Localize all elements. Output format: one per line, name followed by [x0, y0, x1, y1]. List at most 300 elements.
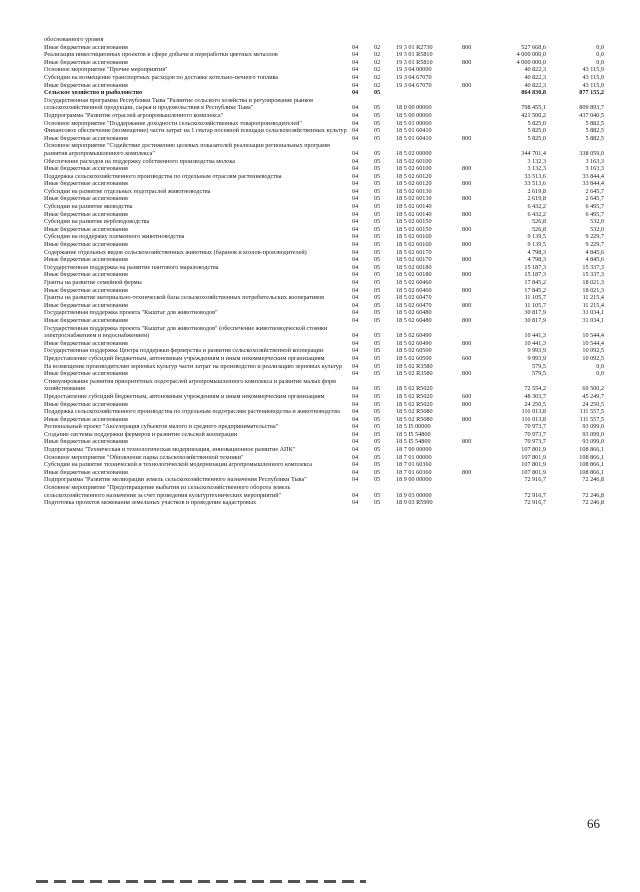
row-section: 04: [352, 81, 359, 89]
row-subsection: 05: [374, 446, 381, 454]
row-expense-type: [462, 325, 488, 340]
row-subsection: 05: [374, 104, 381, 112]
row-amount-year2: 2 645,7: [585, 187, 604, 195]
row-amount-year2: 6 495,7: [585, 203, 604, 211]
row-expense-type: 800: [462, 256, 472, 264]
row-amount-year1: 72 554,2: [524, 385, 546, 393]
row-amount-year2: 11 215,4: [582, 294, 604, 302]
row-amount-year1: 116 013,8: [521, 415, 546, 423]
row-amount-year1: 5 825,0: [527, 127, 546, 135]
row-amount-year2: 0,0: [596, 43, 604, 51]
row-name: Иные бюджетные ассигнования: [44, 58, 128, 66]
row-expense-type: 800: [462, 134, 472, 142]
row-section: 04: [352, 400, 359, 408]
row-amount-year2: 10 544,4: [582, 339, 604, 347]
row-name: Региональный проект "Акселерация субъектов малого и среднего предпринимательства": [44, 423, 279, 431]
table-row: [44, 180, 604, 188]
row-amount-year1: 70 973,7: [524, 430, 546, 438]
row-name: Государственная поддержка на развитие пантового мараловодства: [44, 263, 219, 271]
row-target-article: 18 5 00 00000: [396, 111, 432, 119]
row-section: 04: [352, 248, 359, 256]
row-target-article: 19 3 01 R5810: [396, 51, 433, 59]
row-expense-type: [462, 74, 488, 82]
row-amount-year1: 72 916,7: [524, 476, 546, 484]
row-amount-year2: 33 844,4: [582, 180, 604, 188]
row-section: 04: [352, 225, 359, 233]
row-amount-year1: 3 132,3: [527, 157, 546, 165]
row-amount-year2: 69 500,2: [582, 385, 604, 393]
row-name: Иные бюджетные ассигнования: [44, 400, 128, 408]
row-expense-type: [462, 158, 488, 166]
row-target-article: 18 5 02 60490: [396, 332, 432, 340]
row-target-article: 18 5 02 60160: [396, 241, 432, 249]
table-row: [44, 271, 604, 279]
table-row: [44, 142, 604, 157]
table-row: [44, 173, 604, 181]
row-amount-year2: 0,0: [596, 362, 604, 370]
row-subsection: 05: [374, 172, 381, 180]
row-target-article: 18 5 02 R5080: [396, 415, 433, 423]
row-subsection: 05: [374, 187, 381, 195]
row-target-article: 18 7 01 60360: [396, 468, 432, 476]
row-expense-type: [462, 203, 488, 211]
table-row: [44, 188, 604, 196]
row-target-article: 18 5 02 00000: [396, 149, 432, 157]
row-expense-type: 800: [462, 301, 472, 309]
row-expense-type: 800: [462, 165, 472, 173]
table-row: [44, 158, 604, 166]
row-section: 04: [352, 286, 359, 294]
row-section: 04: [352, 104, 359, 112]
row-expense-type: 800: [462, 370, 472, 378]
row-amount-year1: 3 132,3: [527, 165, 546, 173]
row-amount-year1: 9 993,9: [527, 347, 546, 355]
row-amount-year2: 18 021,3: [582, 286, 604, 294]
row-name: Содержание отдельных видов сельскохозяйственных животных (баранов и козлов-производителей): [44, 248, 307, 256]
row-name: Иные бюджетные ассигнования: [44, 438, 128, 446]
row-amount-year1: 526,8: [532, 218, 546, 226]
row-target-article: 18 5 I5 54800: [396, 430, 431, 438]
row-name: Сельское хозяйство и рыболовство: [44, 89, 143, 97]
row-section: 04: [352, 263, 359, 271]
row-subsection: 05: [374, 430, 381, 438]
row-target-article: 18 5 02 60490: [396, 339, 432, 347]
row-expense-type: [462, 188, 488, 196]
row-amount-year2: 72 246,8: [582, 499, 604, 507]
row-expense-type: [462, 454, 488, 462]
table-row: [44, 340, 604, 348]
table-row: [44, 127, 604, 135]
row-expense-type: [462, 461, 488, 469]
table-row: [44, 97, 604, 112]
row-subsection: 05: [374, 339, 381, 347]
row-target-article: 18 5 02 60460: [396, 279, 432, 286]
table-row: [44, 44, 604, 52]
row-section: 04: [352, 241, 359, 249]
row-name: Иные бюджетные ассигнования: [44, 43, 128, 51]
row-target-article: 18 7 01 60360: [396, 461, 432, 469]
row-target-article: 19 3 04 67070: [396, 81, 432, 89]
row-subsection: 05: [374, 354, 381, 362]
table-row: [44, 66, 604, 74]
row-section: 04: [352, 499, 359, 507]
row-name: Иные бюджетные ассигнования: [44, 339, 128, 347]
table-row: [44, 112, 604, 120]
row-subsection: 05: [374, 195, 381, 203]
row-name: Реализация инвестиционных проектов в сфере добычи и переработки цветных металлов: [44, 51, 278, 59]
row-expense-type: [462, 499, 488, 507]
table-row: [44, 401, 604, 409]
table-row: [44, 393, 604, 401]
table-row: [44, 309, 604, 317]
row-section: 04: [352, 309, 359, 317]
row-section: 04: [352, 408, 359, 416]
row-name: Основное мероприятие "Обновление парка сельскохозяйственной техники": [44, 453, 244, 461]
row-target-article: 18 5 02 60470: [396, 294, 432, 302]
row-subsection: 05: [374, 263, 381, 271]
row-amount-year2: 93 099,0: [582, 430, 604, 438]
row-section: 04: [352, 476, 359, 484]
row-target-article: 18 5 02 60160: [396, 233, 432, 241]
row-expense-type: 800: [462, 225, 472, 233]
row-section: 04: [352, 430, 359, 438]
row-amount-year1: 72 916,7: [524, 499, 546, 507]
row-amount-year1: 30 817,9: [524, 309, 546, 317]
table-row: [44, 74, 604, 82]
table-row: [44, 82, 604, 90]
table-row: [44, 363, 604, 371]
row-amount-year2: 108 866,1: [579, 446, 604, 454]
row-amount-year1: 40 822,3: [524, 81, 546, 89]
row-subsection: 05: [374, 89, 381, 97]
row-subsection: 05: [374, 203, 381, 211]
row-target-article: 18 5 02 60120: [396, 180, 432, 188]
row-expense-type: [462, 51, 488, 59]
row-expense-type: [462, 363, 488, 371]
row-name: обоснованного уровня: [44, 36, 104, 43]
row-target-article: 19 3 04 67070: [396, 73, 432, 81]
row-subsection: 05: [374, 134, 381, 142]
table-row: [44, 484, 604, 499]
row-section: 04: [352, 354, 359, 362]
row-name: Основное мероприятие "Содействие достижению целевых показателей реализации региональных программ развития агропромышленного комплекса": [44, 142, 330, 157]
row-section: 04: [352, 172, 359, 180]
row-subsection: 02: [374, 51, 381, 59]
row-subsection: 05: [374, 279, 381, 286]
table-row: [44, 431, 604, 439]
row-expense-type: 800: [462, 43, 472, 51]
table-row: [44, 279, 604, 287]
row-section: 04: [352, 294, 359, 302]
row-target-article: 18 5 02 R5080: [396, 408, 433, 416]
row-target-article: [396, 89, 462, 97]
row-amount-year1: 33 513,6: [524, 180, 546, 188]
row-target-article: 18 5 02 60140: [396, 203, 432, 211]
row-expense-type: 600: [462, 354, 472, 362]
row-expense-type: [462, 264, 488, 272]
row-expense-type: [462, 218, 488, 226]
row-expense-type: 800: [462, 180, 472, 188]
scan-edge-dashes: [36, 880, 366, 883]
row-section: [352, 36, 374, 44]
row-expense-type: [462, 142, 488, 157]
row-target-article: 18 5 02 60460: [396, 286, 432, 294]
table-row: [44, 294, 604, 302]
row-subsection: 05: [374, 491, 381, 499]
row-name: Обеспечение расходов на поддержку собственного производства молока: [44, 157, 236, 165]
row-target-article: [396, 36, 462, 44]
table-row: [44, 211, 604, 219]
table-row: [44, 218, 604, 226]
row-expense-type: [462, 347, 488, 355]
row-subsection: 05: [374, 210, 381, 218]
row-amount-year1: 4 798,3: [527, 248, 546, 256]
row-target-article: 18 7 01 00000: [396, 453, 432, 461]
row-amount-year2: 532,0: [590, 218, 604, 226]
row-amount-year1: 107 801,9: [521, 446, 546, 454]
row-amount-year1: 72 916,7: [524, 491, 546, 499]
table-row: [44, 317, 604, 325]
row-name: Иные бюджетные ассигнования: [44, 468, 128, 476]
row-amount-year2: 72 246,8: [582, 476, 604, 484]
row-amount-year1: 15 187,3: [524, 263, 546, 271]
row-amount-year1: 4 798,3: [527, 256, 546, 264]
row-section: 04: [352, 301, 359, 309]
row-section: 04: [352, 453, 359, 461]
row-name: Подпрограмма "Техническая и технологическая модернизация, инновационное развитие АПК": [44, 446, 296, 454]
row-section: 04: [352, 180, 359, 188]
row-target-article: 18 5 01 60410: [396, 127, 432, 135]
row-name: Иные бюджетные ассигнования: [44, 286, 128, 294]
row-amount-year2: 5 882,5: [585, 119, 604, 127]
row-amount-year2: 3 163,3: [585, 165, 604, 173]
row-amount-year1: 344 701,4: [521, 149, 546, 157]
row-amount-year2: 43 115,9: [582, 81, 604, 89]
row-expense-type: [462, 408, 488, 416]
row-target-article: 18 5 02 60180: [396, 271, 432, 279]
row-name: Субсидии на развитие отдельных подотраслей животноводства: [44, 187, 211, 195]
row-target-article: 18 5 02 60100: [396, 157, 432, 165]
table-row: [44, 36, 604, 44]
row-amount-year1: 33 513,6: [524, 172, 546, 180]
row-amount-year1: 116 013,8: [521, 408, 546, 416]
row-expense-type: [462, 127, 488, 135]
row-target-article: 18 5 02 60500: [396, 347, 432, 355]
row-amount-year1: [488, 36, 546, 44]
row-expense-type: [462, 249, 488, 257]
row-section: 04: [352, 316, 359, 324]
row-name: Подпрограмма "Развитие мелиорации земель сельскохозяйственного назначения Республики Тыва": [44, 476, 307, 484]
row-section: 04: [352, 415, 359, 423]
row-subsection: 05: [374, 180, 381, 188]
row-name: Основное мероприятие "Прочие мероприятия": [44, 66, 168, 74]
row-expense-type: [462, 476, 488, 484]
row-target-article: 18 5 01 60410: [396, 134, 432, 142]
table-row: [44, 203, 604, 211]
table-row: [44, 423, 604, 431]
row-subsection: 05: [374, 149, 381, 157]
row-name: Иные бюджетные ассигнования: [44, 210, 128, 218]
row-amount-year2: 111 557,5: [579, 408, 604, 416]
row-amount-year2: 3 163,3: [585, 157, 604, 165]
row-name: Государственная поддержка Центра поддержки фермерства и развития сельскохозяйственной кооперации: [44, 347, 324, 355]
row-target-article: 18 5 02 60100: [396, 165, 432, 173]
row-expense-type: [462, 484, 488, 499]
row-amount-year2: 877 155,2: [579, 89, 604, 97]
row-subsection: 05: [374, 294, 381, 302]
row-amount-year2: 43 115,9: [582, 73, 604, 81]
row-target-article: 18 5 02 60500: [396, 354, 432, 362]
row-amount-year2: 15 337,3: [582, 271, 604, 279]
row-section: 04: [352, 370, 359, 378]
row-amount-year2: 111 557,5: [579, 415, 604, 423]
row-amount-year1: 107 801,9: [521, 461, 546, 469]
row-section: 04: [352, 446, 359, 454]
row-amount-year1: 2 619,8: [527, 195, 546, 203]
row-section: 04: [352, 134, 359, 142]
row-amount-year2: 0,0: [596, 51, 604, 59]
row-section: 04: [352, 89, 359, 97]
row-section: 04: [352, 256, 359, 264]
row-name: Субсидии на развитие технической и технологической модернизации агропромышленного комплекса: [44, 461, 313, 469]
row-name: Поддержка сельскохозяйственного производства по отдельным отраслям растениеводства: [44, 172, 282, 180]
row-subsection: 05: [374, 438, 381, 446]
row-section: 04: [352, 347, 359, 355]
row-expense-type: [462, 97, 488, 112]
row-subsection: 05: [374, 453, 381, 461]
row-subsection: 05: [374, 248, 381, 256]
row-name: Иные бюджетные ассигнования: [44, 316, 128, 324]
row-amount-year2: 93 099,0: [582, 423, 604, 431]
row-subsection: 05: [374, 362, 381, 370]
row-expense-type: [462, 431, 488, 439]
row-name: Финансовое обеспечение (возмещение) части затрат на 1 гектар посевной площади сельскохозяйственных культур: [44, 127, 347, 135]
row-section: 04: [352, 279, 359, 286]
row-target-article: 18 5 I5 00000: [396, 423, 431, 431]
table-row: [44, 256, 604, 264]
row-subsection: 05: [374, 271, 381, 279]
budget-table: [44, 36, 604, 507]
row-amount-year2: 108 866,1: [579, 468, 604, 476]
row-amount-year2: 108 866,1: [579, 453, 604, 461]
table-row: [44, 89, 604, 97]
row-subsection: 05: [374, 468, 381, 476]
row-subsection: 05: [374, 301, 381, 309]
row-section: 04: [352, 66, 359, 74]
row-target-article: 18 5 02 60120: [396, 172, 432, 180]
row-amount-year1: 40 822,3: [524, 66, 546, 74]
table-row: [44, 51, 604, 59]
row-section: 04: [352, 438, 359, 446]
row-name: Предоставление субсидий бюджетным, автономным учреждениям и иным некоммерческим организациям: [44, 354, 325, 362]
row-amount-year2: 437 040,5: [579, 111, 604, 119]
row-amount-year2: 2 645,7: [585, 195, 604, 203]
row-expense-type: 800: [462, 271, 472, 279]
row-name: Государственная поддержка проекта "Кыштаг для животноводов" (обеспечение животноводческой стоянки электроснабжением и водоснабжением): [44, 324, 328, 340]
row-amount-year1: 17 845,2: [524, 279, 546, 286]
table-row: [44, 165, 604, 173]
row-name: Государственная поддержка проекта "Кыштаг для животноводов": [44, 309, 218, 317]
row-subsection: 05: [374, 225, 381, 233]
row-subsection: 02: [374, 73, 381, 81]
row-amount-year2: 5 882,5: [585, 127, 604, 135]
row-target-article: 18 5 I5 54800: [396, 438, 431, 446]
row-amount-year2: 0,0: [596, 370, 604, 378]
row-amount-year1: 527 668,6: [521, 43, 546, 51]
row-amount-year1: 9 993,9: [527, 354, 546, 362]
row-subsection: 05: [374, 400, 381, 408]
row-subsection: 05: [374, 157, 381, 165]
row-section: 04: [352, 385, 359, 393]
table-row: [44, 370, 604, 378]
row-subsection: 05: [374, 127, 381, 135]
row-section: 04: [352, 127, 359, 135]
row-target-article: 18 0 00 00000: [396, 104, 432, 112]
row-section: 04: [352, 165, 359, 173]
row-subsection: 05: [374, 165, 381, 173]
row-amount-year2: 11 215,4: [582, 301, 604, 309]
row-name: Основное мероприятие "Поддержание доходности сельскохозяйственных товаропроизводителей": [44, 119, 302, 127]
row-expense-type: [462, 233, 488, 241]
row-name: Иные бюджетные ассигнования: [44, 271, 128, 279]
row-expense-type: [462, 309, 488, 317]
row-name: Иные бюджетные ассигнования: [44, 195, 128, 203]
row-amount-year1: 798 455,1: [521, 104, 546, 112]
table-row: [44, 469, 604, 477]
row-name: Иные бюджетные ассигнования: [44, 165, 128, 173]
row-subsection: 05: [374, 385, 381, 393]
table-row: [44, 416, 604, 424]
table-row: [44, 454, 604, 462]
table-row: [44, 446, 604, 454]
row-amount-year2: 72 246,8: [582, 491, 604, 499]
row-subsection: 05: [374, 218, 381, 226]
row-section: 04: [352, 423, 359, 431]
row-amount-year2: 31 034,1: [582, 309, 604, 317]
table-row: [44, 355, 604, 363]
row-subsection: 02: [374, 58, 381, 66]
row-amount-year1: 40 822,3: [524, 73, 546, 81]
table-row: [44, 408, 604, 416]
row-expense-type: 800: [462, 316, 472, 324]
row-target-article: 18 5 02 60130: [396, 187, 432, 195]
row-amount-year1: 579,5: [532, 370, 546, 378]
row-section: 04: [352, 461, 359, 469]
row-target-article: 18 9 00 00000: [396, 476, 432, 484]
row-amount-year1: 17 845,2: [524, 286, 546, 294]
row-amount-year2: 9 229,7: [585, 233, 604, 241]
budget-table-body: [44, 36, 604, 507]
row-name: Иные бюджетные ассигнования: [44, 241, 128, 249]
row-name: Иные бюджетные ассигнования: [44, 81, 128, 89]
row-name: Субсидии на поддержку племенного животноводства: [44, 233, 185, 241]
row-amount-year2: [546, 36, 604, 44]
row-target-article: 18 5 01 00000: [396, 119, 432, 127]
row-name: Гранты на развитие материально-технической базы сельскохозяйственных потребительских кооперативов: [44, 294, 325, 302]
row-expense-type: [462, 66, 488, 74]
table-row: [44, 249, 604, 257]
row-amount-year2: 9 229,7: [585, 241, 604, 249]
row-name: Создание системы поддержки фермеров и развитие сельской кооперации: [44, 430, 238, 438]
row-section: 04: [352, 218, 359, 226]
row-target-article: 18 5 02 60170: [396, 248, 432, 256]
row-target-article: 18 5 02 60150: [396, 225, 432, 233]
row-expense-type: [462, 36, 488, 44]
row-name: Государственная программа Республики Тыва "Развитие сельского хозяйства и регулирование рынков сельскохозяйственной продукции, сырья и продовольствия в Республике Тыва": [44, 96, 314, 112]
row-amount-year2: 93 099,0: [582, 438, 604, 446]
row-amount-year1: 9 139,5: [527, 233, 546, 241]
row-amount-year2: 15 337,3: [582, 263, 604, 271]
